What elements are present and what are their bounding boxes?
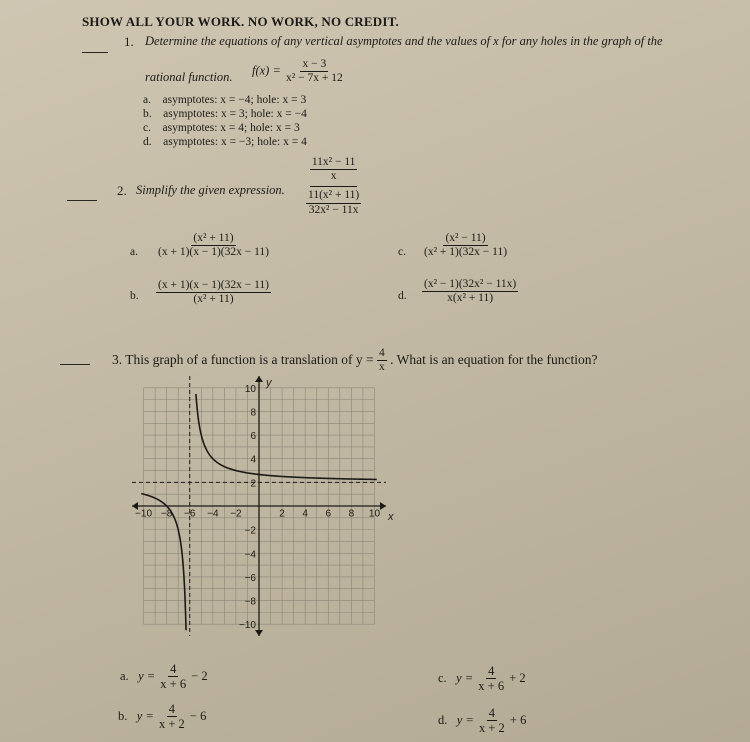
q2-complex-fraction [304, 156, 363, 217]
x-axis-arrow [380, 502, 386, 510]
q2-option-a-denominator: (x + 1)(x − 1)(32x − 11) [158, 246, 270, 259]
q3-option-denominator: x + 2 [158, 717, 185, 732]
q1-function-numerator: x − 3 [300, 58, 328, 72]
q2-option-d-denominator: x(x² + 11) [447, 292, 494, 305]
q2-prompt: Simplify the given expression. [136, 183, 285, 197]
x-tick-label: 6 [325, 508, 332, 520]
x-tick-label: −8 [160, 508, 173, 520]
x-tick-label: −4 [207, 508, 219, 520]
q2-option-d-letter: d. [398, 290, 407, 302]
q3-option-tail: + 2 [509, 670, 526, 685]
q1-option-letter: c. [143, 122, 151, 134]
q2-top-numerator: 11x² − 11 [310, 156, 358, 170]
q3-option-tail: − 2 [191, 668, 208, 683]
q3-base-denominator: x [378, 361, 385, 374]
q3-option-letter: c. [438, 670, 447, 685]
q1-option-c[interactable] [143, 122, 300, 134]
q3-number: 3. [112, 351, 123, 367]
y-tick-label: −6 [244, 572, 256, 584]
y-axis-label: y [266, 377, 272, 389]
q1-option-letter: b. [143, 108, 152, 120]
q2-option-a-numerator: (x² + 11) [191, 232, 235, 246]
q1-prompt-line1: Determine the equations of any vertical asymptotes and the values of x for any holes in the graph of the [145, 34, 663, 48]
q3-option-letter: d. [438, 712, 448, 727]
x-tick-label: 8 [348, 508, 355, 520]
q3-option-numerator: 4 [168, 702, 176, 716]
q3-option-d[interactable] [438, 706, 526, 736]
q2-option-b-numerator: (x + 1)(x − 1)(32x − 11) [156, 279, 271, 293]
y-tick-label: −10 [239, 620, 256, 632]
q3-prompt [112, 347, 598, 374]
q2-option-b[interactable] [156, 279, 271, 306]
y-tick-label: 8 [250, 407, 256, 419]
y-tick-label: −2 [244, 525, 256, 537]
answer-blank-q3[interactable] [60, 364, 90, 365]
q3-option-tail: − 6 [189, 708, 207, 723]
q1-function-label: f(x) = [252, 63, 281, 78]
y-tick-label: 10 [244, 383, 256, 395]
q1-option-text: asymptotes: x = −3; hole: x = 4 [163, 136, 307, 148]
q3-option-letter: a. [120, 668, 129, 683]
q1-option-a[interactable] [143, 94, 306, 106]
q1-option-letter: a. [143, 94, 151, 106]
q1-option-text: asymptotes: x = 4; hole: x = 3 [162, 122, 300, 134]
x-tick-label: −6 [184, 508, 196, 520]
q3-prompt-part2: . What is an equation for the function? [390, 351, 598, 367]
q2-option-c-denominator: (x² + 1)(32x − 11) [424, 246, 508, 259]
x-tick-label: 10 [368, 508, 381, 520]
q2-option-c[interactable] [422, 232, 509, 259]
q3-option-y: y = [456, 670, 474, 685]
q1-function-fraction [284, 58, 345, 85]
q3-option-c[interactable] [438, 664, 526, 694]
q2-option-d[interactable] [422, 278, 518, 305]
q3-option-denominator: x + 6 [478, 679, 505, 694]
y-tick-label: 2 [250, 478, 256, 490]
y-tick-label: 6 [250, 431, 256, 443]
x-tick-label: −10 [135, 508, 153, 520]
q3-option-a[interactable] [120, 662, 208, 692]
q3-option-denominator: x + 6 [160, 677, 187, 692]
q2-top-fraction [310, 156, 358, 183]
q3-option-numerator: 4 [488, 706, 496, 720]
q2-option-b-denominator: (x² + 11) [193, 293, 234, 306]
q2-top-denominator: x [330, 170, 337, 183]
q1-function-denominator: x² − 7x + 12 [286, 72, 343, 85]
q2-option-d-numerator: (x² − 1)(32x² − 11x) [422, 278, 518, 292]
q3-option-numerator: 4 [170, 662, 177, 676]
x-tick-label: 2 [279, 508, 285, 520]
q3-option-y: y = [456, 712, 474, 727]
q2-bottom-fraction [306, 189, 361, 216]
y-tick-label: 4 [250, 454, 256, 466]
q3-base-fraction [377, 347, 387, 374]
q2-bottom-denominator: 32x² − 11x [308, 203, 359, 216]
q1-option-d[interactable] [143, 136, 307, 148]
answer-blank-q1[interactable] [82, 52, 108, 53]
curve-branch-right [196, 394, 377, 480]
q3-option-y: y = [138, 668, 156, 683]
q3-option-denominator: x + 2 [478, 721, 505, 736]
q2-option-b-letter: b. [130, 290, 139, 302]
q1-prompt-line2: rational function. [145, 70, 233, 84]
q3-option-b[interactable] [118, 702, 206, 732]
q2-bottom-numerator: 11(x² + 11) [306, 189, 361, 203]
q1-option-b[interactable] [143, 108, 307, 120]
q2-option-c-numerator: (x² − 11) [443, 232, 487, 246]
y-tick-label: −8 [244, 596, 256, 608]
q3-prompt-part1: This graph of a function is a translation of [125, 351, 353, 367]
q2-option-c-letter: c. [398, 246, 406, 258]
q1-option-text: asymptotes: x = −4; hole: x = 3 [162, 94, 307, 106]
y-tick-label: −4 [244, 549, 256, 561]
x-tick-label: 4 [302, 508, 308, 520]
q2-option-a-letter: a. [130, 246, 138, 258]
q3-y-equals: y = [355, 351, 374, 367]
q2-option-a[interactable] [156, 232, 271, 259]
q3-base-numerator: 4 [377, 347, 387, 361]
page-header: SHOW ALL YOUR WORK. NO WORK, NO CREDIT. [82, 14, 399, 29]
q3-option-letter: b. [118, 708, 128, 723]
q3-option-tail: + 6 [509, 712, 527, 727]
q1-number: 1. [124, 34, 134, 49]
q2-number: 2. [117, 183, 127, 198]
q3-option-y: y = [136, 708, 154, 723]
answer-blank-q2[interactable] [67, 200, 97, 201]
y-axis-arrow-down [255, 630, 263, 636]
q1-option-text: asymptotes: x = 3; hole: x = −4 [163, 108, 307, 120]
x-axis-label: x [388, 511, 394, 523]
q3-option-numerator: 4 [488, 664, 495, 678]
function-graph [120, 372, 400, 640]
q1-option-letter: d. [143, 136, 152, 148]
q1-function [252, 58, 345, 85]
y-axis-arrow [255, 376, 263, 382]
x-tick-label: −2 [230, 508, 242, 520]
